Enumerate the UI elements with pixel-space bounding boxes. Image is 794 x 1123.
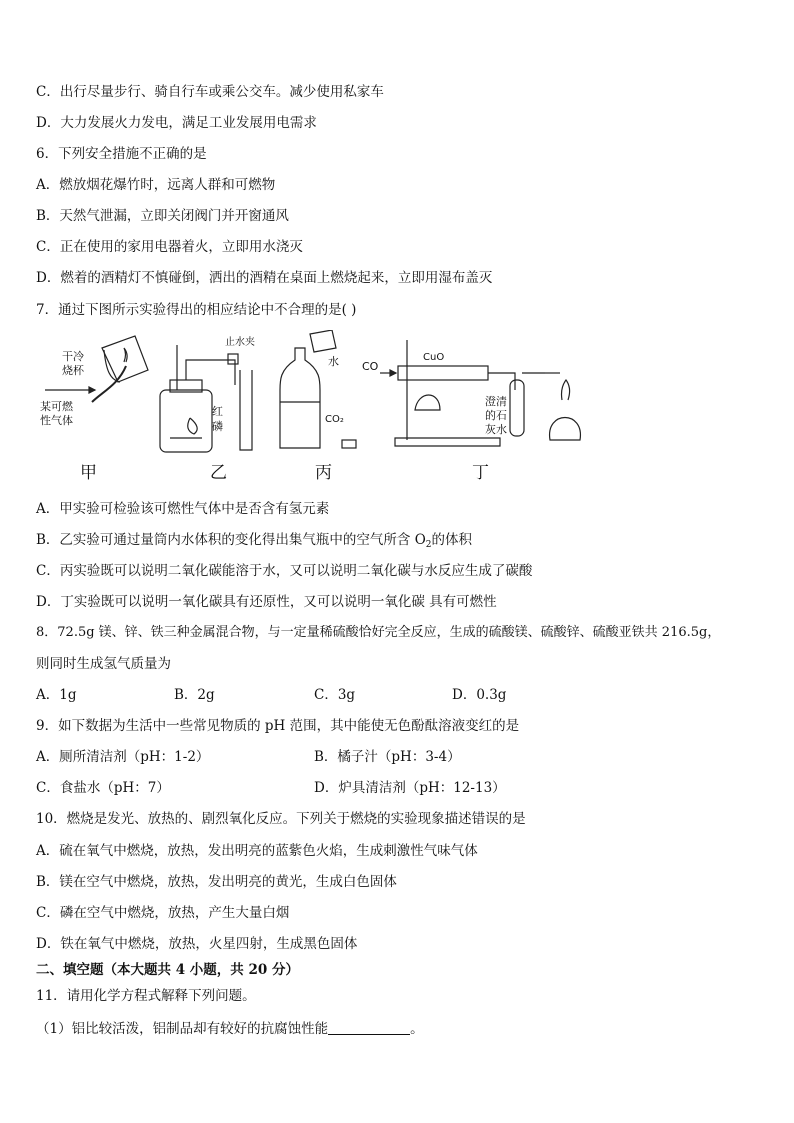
q7-option-b	[36, 531, 472, 554]
ding-lime-3: 灰水	[485, 423, 507, 436]
yi-phosphorus-1: 红	[212, 405, 223, 418]
q5-option-c: C．出行尽量步行、骑自行车或乘公交车。减少使用私家车	[36, 84, 384, 100]
q11-part-1	[36, 1020, 424, 1038]
q11-stem: 11．请用化学方程式解释下列问题。	[36, 988, 256, 1004]
q6-stem: 6．下列安全措施不正确的是	[36, 146, 207, 162]
apparatus-jia	[45, 336, 148, 402]
ding-cuo-label: CuO	[423, 352, 445, 363]
apparatus-yi	[160, 345, 252, 452]
section-heading-fill-in: 二、填空题（本大题共 4 小题，共 20 分）	[36, 962, 299, 978]
jia-label-2: 烧杯	[62, 364, 84, 377]
q8-option-a: A．1g	[36, 687, 77, 703]
q9-option-c: C．食盐水（pH：7）	[36, 780, 170, 796]
yi-phosphorus-2: 磷	[212, 420, 223, 433]
q6-option-c: C．正在使用的家用电器着火，立即用水浇灭	[36, 239, 303, 255]
ding-caption: 丁	[472, 463, 489, 483]
q7-option-b-text: B．乙实验可通过量筒内水体积的变化得出集气瓶中的空气所含 O	[36, 532, 426, 548]
q6-option-a: A．燃放烟花爆竹时，远离人群和可燃物	[36, 177, 276, 193]
q8-option-b: B．2g	[174, 687, 215, 703]
bing-caption: 丙	[315, 463, 332, 483]
q7-option-c: C．丙实验既可以说明二氧化碳能溶于水，又可以说明二氧化碳与水反应生成了碳酸	[36, 563, 533, 579]
q10-option-b: B．镁在空气中燃烧，放热，发出明亮的黄光，生成白色固体	[36, 874, 397, 890]
q8-stem-line2: 则同时生成氢气质量为	[36, 656, 171, 672]
q7-option-b-subscript: 2	[425, 540, 432, 550]
jia-caption: 甲	[80, 463, 97, 483]
jia-label-3: 某可燃	[40, 400, 73, 413]
bing-co2-label: CO₂	[325, 414, 344, 425]
q10-option-d: D．铁在氧气中燃烧，放热，火星四射，生成黑色固体	[36, 936, 358, 952]
q7-option-b-end: 的体积	[431, 532, 473, 548]
q6-option-d: D．燃着的酒精灯不慎碰倒，洒出的酒精在桌面上燃烧起来，立即用湿布盖灭	[36, 270, 493, 286]
q8-option-d: D．0.3g	[452, 687, 507, 703]
q10-stem: 10．燃烧是发光、放热的、剧烈氧化反应。下列关于燃烧的实验现象描述错误的是	[36, 811, 526, 827]
bing-water-label: 水	[328, 355, 339, 368]
apparatus-ding	[380, 340, 580, 446]
q9-option-a: A．厕所清洁剂（pH：1-2）	[36, 749, 210, 765]
jia-label-1: 干冷	[62, 350, 84, 363]
q7-stem: 7．通过下图所示实验得出的相应结论中不合理的是( )	[36, 302, 357, 318]
q11-part-1-text: （1）铝比较活泼，铝制品却有较好的抗腐蚀性能	[36, 1021, 329, 1037]
apparatus-bing	[280, 330, 356, 448]
yi-clamp-label: 止水夹	[225, 337, 255, 348]
q10-option-c: C．磷在空气中燃烧，放热，产生大量白烟	[36, 905, 290, 921]
q6-option-b: B．天然气泄漏，立即关闭阀门并开窗通风	[36, 208, 289, 224]
q11-part-1-end: 。	[410, 1021, 424, 1037]
ding-lime-1: 澄清	[485, 395, 507, 408]
q9-option-b: B．橘子汁（pH：3-4）	[314, 749, 461, 765]
q9-stem: 9．如下数据为生活中一些常见物质的 pH 范围，其中能使无色酚酞溶液变红的是	[36, 718, 520, 734]
q10-option-a: A．硫在氧气中燃烧，放热，发出明亮的蓝紫色火焰，生成刺激性气味气体	[36, 843, 478, 859]
ding-co-label: CO	[362, 360, 379, 373]
answer-blank[interactable]	[328, 1021, 410, 1035]
q7-option-d: D．丁实验既可以说明一氧化碳具有还原性，又可以说明一氧化碳 具有可燃性	[36, 594, 497, 610]
q8-stem-line1: 8．72.5g 镁、锌、铁三种金属混合物，与一定量稀硫酸恰好完全反应，生成的硫酸镁、硫酸锌、硫酸亚铁共 216.5g，	[36, 625, 721, 640]
yi-caption: 乙	[210, 463, 227, 483]
q7-experiment-figure	[40, 330, 620, 485]
q9-option-d: D．炉具清洁剂（pH：12-13）	[314, 780, 506, 796]
q7-option-a: A．甲实验可检验该可燃性气体中是否含有氢元素	[36, 501, 330, 517]
q8-option-c: C．3g	[314, 687, 356, 703]
jia-label-4: 性气体	[40, 414, 73, 427]
ding-lime-2: 的石	[485, 409, 507, 422]
q5-option-d: D．大力发展火力发电，满足工业发展用电需求	[36, 115, 317, 131]
